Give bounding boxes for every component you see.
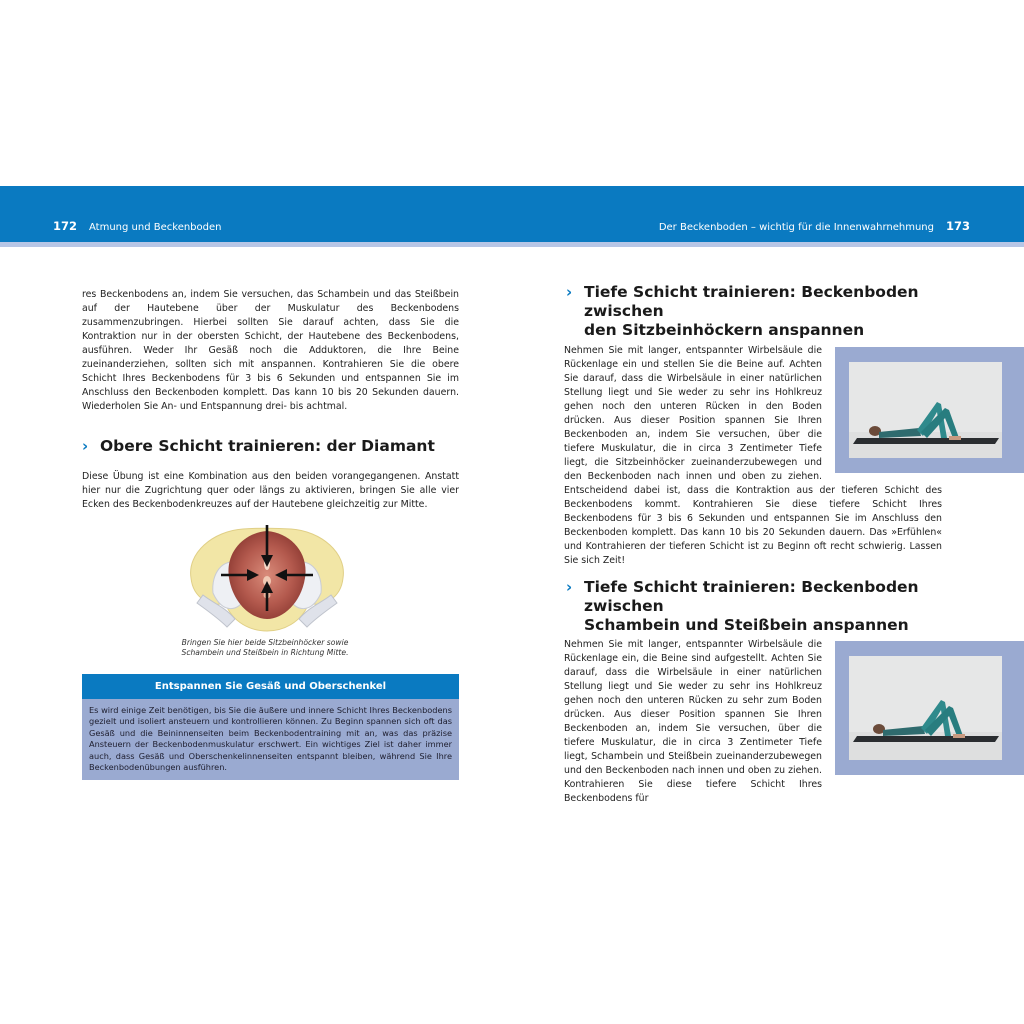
figure-caption-line-2: Schambein und Steißbein in Richtung Mitte.: [181, 648, 349, 657]
left-page-number: 172: [53, 219, 78, 233]
left-running-header: [53, 219, 222, 233]
exercise-photo-2: [849, 656, 1002, 760]
figure-caption-line-1: Bringen Sie hier beide Sitzbeinhöcker sowie: [181, 638, 349, 647]
tip-box-title: Entspannen Sie Gesäß und Oberschenkel: [82, 674, 459, 699]
chevron-right-icon: ›: [82, 437, 89, 455]
section1-paragraph: [564, 344, 942, 568]
diamant-paragraph: Diese Übung ist eine Kombination aus den beiden vorangegangenen. Anstatt hier nur die Zugrichtung quer oder längs zu aktivieren, bringen Sie alle vier Ecken des Beckenbodenkreuzes auf der Hautebene gleichzeitig zur Mitte.: [82, 471, 459, 510]
chevron-right-icon: ›: [566, 283, 573, 301]
figure-caption: [150, 638, 380, 658]
right-running-title: Der Beckenboden – wichtig für die Innenwahrnehmung: [658, 222, 934, 233]
header-band: [0, 186, 1024, 242]
left-running-title: Atmung und Beckenboden: [89, 222, 222, 233]
section2-heading-line-1: Tiefe Schicht trainieren: Beckenboden zwischen: [584, 578, 919, 615]
intro-paragraph: res Beckenbodens an, indem Sie versuchen, das Schambein und das Steißbein auf der Hautebene über der Muskulatur des Beckenbodens zusammenzubringen. Hierbei sollten Sie darauf achten, dass Sie die Kontraktion nur in der obersten Schicht, der Hautebene des Beckenbodens, ausführen. Weder Ihr Gesäß noch die Adduktoren, die Ihre Beine zueinanderziehen, sollten sich mit anspannen. Kontrahieren Sie die obere Schicht Ihres Beckenbodens für 3 bis 6 Sekunden und entspannen Sie im Anschluss den Beckenboden komplett. Das kann 10 bis 20 Sekunden dauern. Wiederholen Sie An- und Entspannung drei- bis achtmal.: [82, 289, 459, 412]
pelvic-floor-illustration: [183, 523, 351, 633]
section2-heading-line-2: Schambein und Steißbein anspannen: [584, 616, 909, 634]
right-page-number: 173: [945, 219, 970, 233]
tip-box-text: Es wird einige Zeit benötigen, bis Sie die äußere und innere Schicht Ihres Beckenbodens gezielt und isoliert ansteuern und kontrollieren können. Zu Beginn spannen sich oft das Gesäß und die Beininnenseiten beim Beckenbodentraining mit an, was das präzise Ansteuern der Beckenbodenmuskulatur erschwert. Ein wichtiges Ziel ist daher immer auch, dass Gesäß und Oberschenkelinnenseiten entspannt bleiben, während Sie Ihre Beckenbodenübungen ausführen.: [82, 699, 459, 780]
section1-heading: [566, 283, 966, 340]
section1-paragraph-text: Nehmen Sie mit langer, entspannter Wirbelsäule die Rückenlage ein und stellen Sie die Beine auf. Achten Sie darauf, dass die Wirbelsäule in einer natürlichen Stellung liegt und Sie weder zu sehr ins Hohlkreuz gehen noch den unteren Rücken in den Boden drücken. Aus dieser Position spannen Sie Ihren Beckenboden an, indem Sie versuchen, über die tiefere Muskulatur, die in circa 3 Zentimeter Tiefe liegt, die Sitzbeinhöcker zueinanderzubewegen und den Beckenboden nach innen und oben zu ziehen. Entscheidend dabei ist, dass die Kontraktion aus der tieferen Schicht des Beckenbodens kommt. Kontrahieren Sie diese tiefere Schicht Ihres Beckenbodens für 3 bis 6 Sekunden und entspannen Sie im Anschluss den Beckenboden komplett. Das kann 10 bis 20 Sekunden dauern. Das »Erfühlen« und Kontrahieren der tieferen Schicht ist zu Beginn oft recht schwierig. Lassen Sie sich Zeit!: [564, 345, 942, 566]
right-running-header: [659, 219, 970, 233]
diamant-heading: [82, 437, 462, 456]
section2-paragraph: Nehmen Sie mit langer, entspannter Wirbelsäule die Rückenlage ein, die Beine sind aufgestellt. Achten Sie darauf, dass die Wirbelsäule in einer natürlichen Stellung liegt und Sie weder zu sehr ins Hohlkreuz gehen noch den unteren Rücken zu sehr zum Boden drücken. Aus dieser Position spannen Sie Ihren Beckenboden an, indem Sie versuchen, über die tiefere Muskulatur, die in circa 3 Zentimeter Tiefe liegt, Schambein und Steißbein zueinanderzubewegen und den Beckenboden nach innen und oben zu ziehen. Kontrahieren Sie diese tiefere Schicht Ihres Beckenbodens für: [564, 639, 822, 804]
section1-heading-line-1: Tiefe Schicht trainieren: Beckenboden zwischen: [584, 283, 919, 320]
section2-heading: [566, 578, 966, 635]
diamant-heading-text: Obere Schicht trainieren: der Diamant: [100, 437, 435, 455]
exercise-photo-frame-2: [835, 641, 1024, 775]
header-stripe: [0, 242, 1024, 247]
chevron-right-icon: ›: [566, 578, 573, 596]
section1-heading-line-2: den Sitzbeinhöckern anspannen: [584, 321, 865, 339]
